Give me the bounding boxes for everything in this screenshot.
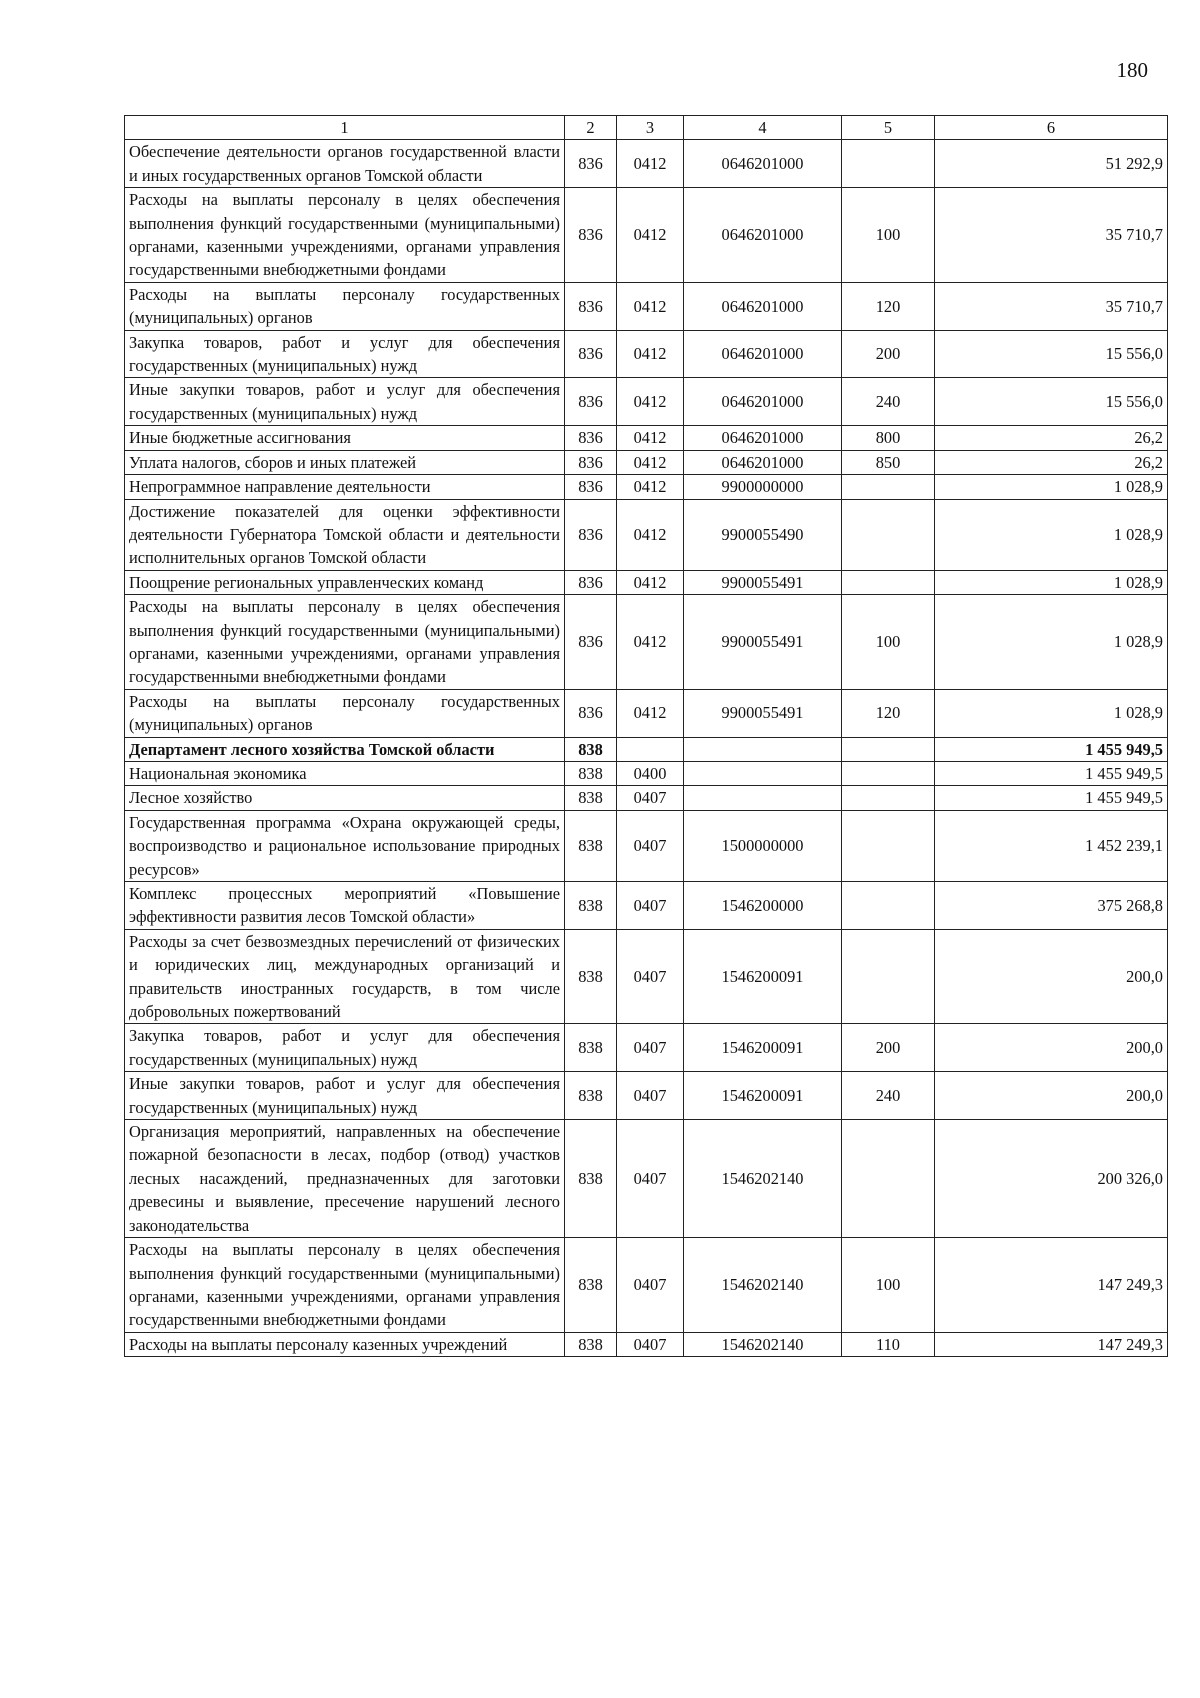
row-amount: 200,0 bbox=[935, 929, 1168, 1024]
row-target-article: 0646201000 bbox=[684, 140, 842, 188]
table-row bbox=[125, 1238, 1168, 1333]
table-row bbox=[125, 810, 1168, 881]
row-expense-type: 100 bbox=[842, 595, 935, 690]
row-section-code: 0412 bbox=[617, 378, 684, 426]
table-row bbox=[125, 1024, 1168, 1072]
table-row bbox=[125, 570, 1168, 594]
row-section-code: 0400 bbox=[617, 761, 684, 785]
row-amount: 1 028,9 bbox=[935, 689, 1168, 737]
row-name: Иные закупки товаров, работ и услуг для обеспечения государственных (муниципальных) нужд bbox=[125, 378, 565, 426]
row-grbs-code: 838 bbox=[565, 929, 617, 1024]
row-grbs-code: 838 bbox=[565, 761, 617, 785]
col-header-4: 4 bbox=[684, 116, 842, 140]
row-amount: 147 249,3 bbox=[935, 1238, 1168, 1333]
row-grbs-code: 836 bbox=[565, 282, 617, 330]
row-expense-type bbox=[842, 929, 935, 1024]
table-row bbox=[125, 426, 1168, 450]
row-name: Закупка товаров, работ и услуг для обеспечения государственных (муниципальных) нужд bbox=[125, 330, 565, 378]
row-expense-type: 100 bbox=[842, 188, 935, 283]
row-section-code: 0407 bbox=[617, 929, 684, 1024]
row-name: Расходы на выплаты персоналу государственных (муниципальных) органов bbox=[125, 689, 565, 737]
row-expense-type bbox=[842, 499, 935, 570]
row-amount: 200 326,0 bbox=[935, 1120, 1168, 1238]
row-grbs-code: 836 bbox=[565, 475, 617, 499]
row-section-code: 0412 bbox=[617, 689, 684, 737]
row-amount: 15 556,0 bbox=[935, 378, 1168, 426]
row-section-code: 0412 bbox=[617, 450, 684, 474]
row-section-code: 0412 bbox=[617, 595, 684, 690]
row-name: Расходы на выплаты персоналу в целях обеспечения выполнения функций государственными (муниципальными) органами, казенными учреждениями, органами управления государственными внебюджетными фондами bbox=[125, 595, 565, 690]
row-expense-type: 100 bbox=[842, 1238, 935, 1333]
row-grbs-code: 836 bbox=[565, 499, 617, 570]
row-amount: 26,2 bbox=[935, 426, 1168, 450]
row-section-code: 0407 bbox=[617, 1072, 684, 1120]
row-section-code: 0407 bbox=[617, 810, 684, 881]
row-section-code bbox=[617, 737, 684, 761]
row-target-article: 0646201000 bbox=[684, 330, 842, 378]
row-amount: 15 556,0 bbox=[935, 330, 1168, 378]
row-grbs-code: 838 bbox=[565, 1332, 617, 1356]
row-target-article: 1546202140 bbox=[684, 1332, 842, 1356]
row-name: Расходы на выплаты персоналу в целях обеспечения выполнения функций государственными (муниципальными) органами, казенными учреждениями, органами управления государственными внебюджетными фондами bbox=[125, 1238, 565, 1333]
row-target-article bbox=[684, 786, 842, 810]
row-expense-type bbox=[842, 140, 935, 188]
row-target-article: 1546200091 bbox=[684, 1024, 842, 1072]
budget-table bbox=[124, 115, 1168, 1357]
row-name: Расходы на выплаты персоналу государственных (муниципальных) органов bbox=[125, 282, 565, 330]
row-amount: 200,0 bbox=[935, 1072, 1168, 1120]
row-name: Комплекс процессных мероприятий «Повышение эффективности развития лесов Томской области» bbox=[125, 882, 565, 930]
row-expense-type bbox=[842, 761, 935, 785]
row-target-article: 9900000000 bbox=[684, 475, 842, 499]
row-target-article: 1546200000 bbox=[684, 882, 842, 930]
row-section-code: 0407 bbox=[617, 1332, 684, 1356]
row-amount: 35 710,7 bbox=[935, 282, 1168, 330]
row-expense-type: 240 bbox=[842, 378, 935, 426]
row-grbs-code: 836 bbox=[565, 188, 617, 283]
page-number: 180 bbox=[1116, 58, 1148, 82]
row-target-article: 0646201000 bbox=[684, 378, 842, 426]
table-row bbox=[125, 1072, 1168, 1120]
row-amount: 1 028,9 bbox=[935, 595, 1168, 690]
row-amount: 147 249,3 bbox=[935, 1332, 1168, 1356]
row-section-code: 0407 bbox=[617, 1120, 684, 1238]
row-grbs-code: 838 bbox=[565, 737, 617, 761]
row-section-code: 0412 bbox=[617, 140, 684, 188]
table-row bbox=[125, 188, 1168, 283]
row-section-code: 0412 bbox=[617, 475, 684, 499]
row-expense-type bbox=[842, 786, 935, 810]
table-row bbox=[125, 140, 1168, 188]
col-header-2: 2 bbox=[565, 116, 617, 140]
row-name: Достижение показателей для оценки эффективности деятельности Губернатора Томской области и деятельности исполнительных органов Томской области bbox=[125, 499, 565, 570]
table-body bbox=[125, 140, 1168, 1357]
row-grbs-code: 836 bbox=[565, 450, 617, 474]
col-header-5: 5 bbox=[842, 116, 935, 140]
table-row bbox=[125, 1332, 1168, 1356]
row-expense-type: 110 bbox=[842, 1332, 935, 1356]
row-section-code: 0412 bbox=[617, 426, 684, 450]
row-amount: 51 292,9 bbox=[935, 140, 1168, 188]
row-expense-type: 240 bbox=[842, 1072, 935, 1120]
row-grbs-code: 838 bbox=[565, 882, 617, 930]
row-section-code: 0407 bbox=[617, 1238, 684, 1333]
row-target-article: 9900055491 bbox=[684, 570, 842, 594]
row-expense-type bbox=[842, 1120, 935, 1238]
col-header-3: 3 bbox=[617, 116, 684, 140]
row-name: Закупка товаров, работ и услуг для обеспечения государственных (муниципальных) нужд bbox=[125, 1024, 565, 1072]
row-target-article: 0646201000 bbox=[684, 450, 842, 474]
row-grbs-code: 838 bbox=[565, 1120, 617, 1238]
row-amount: 26,2 bbox=[935, 450, 1168, 474]
table-row bbox=[125, 882, 1168, 930]
row-amount: 1 452 239,1 bbox=[935, 810, 1168, 881]
row-grbs-code: 836 bbox=[565, 570, 617, 594]
row-target-article bbox=[684, 761, 842, 785]
row-grbs-code: 836 bbox=[565, 595, 617, 690]
row-target-article: 0646201000 bbox=[684, 188, 842, 283]
row-amount: 1 028,9 bbox=[935, 570, 1168, 594]
row-amount: 35 710,7 bbox=[935, 188, 1168, 283]
table-row bbox=[125, 737, 1168, 761]
row-section-code: 0412 bbox=[617, 570, 684, 594]
row-name: Иные бюджетные ассигнования bbox=[125, 426, 565, 450]
row-target-article: 1546202140 bbox=[684, 1120, 842, 1238]
table-row bbox=[125, 689, 1168, 737]
row-target-article: 9900055490 bbox=[684, 499, 842, 570]
row-expense-type: 200 bbox=[842, 1024, 935, 1072]
row-section-code: 0407 bbox=[617, 882, 684, 930]
row-name: Уплата налогов, сборов и иных платежей bbox=[125, 450, 565, 474]
row-name: Расходы на выплаты персоналу казенных учреждений bbox=[125, 1332, 565, 1356]
row-amount: 1 455 949,5 bbox=[935, 761, 1168, 785]
col-header-6: 6 bbox=[935, 116, 1168, 140]
row-target-article bbox=[684, 737, 842, 761]
row-target-article: 9900055491 bbox=[684, 595, 842, 690]
row-section-code: 0412 bbox=[617, 188, 684, 283]
table-row bbox=[125, 595, 1168, 690]
row-section-code: 0412 bbox=[617, 330, 684, 378]
row-amount: 1 028,9 bbox=[935, 475, 1168, 499]
row-expense-type bbox=[842, 570, 935, 594]
table-row bbox=[125, 450, 1168, 474]
row-grbs-code: 836 bbox=[565, 689, 617, 737]
table-row bbox=[125, 282, 1168, 330]
table-row bbox=[125, 378, 1168, 426]
table-row bbox=[125, 475, 1168, 499]
row-expense-type: 200 bbox=[842, 330, 935, 378]
row-grbs-code: 838 bbox=[565, 1024, 617, 1072]
row-target-article: 1500000000 bbox=[684, 810, 842, 881]
row-name: Расходы за счет безвозмездных перечислений от физических и юридических лиц, международных организаций и правительств иностранных государств, в том числе добровольных пожертвований bbox=[125, 929, 565, 1024]
table-row bbox=[125, 929, 1168, 1024]
row-name: Национальная экономика bbox=[125, 761, 565, 785]
table-row bbox=[125, 786, 1168, 810]
row-amount: 375 268,8 bbox=[935, 882, 1168, 930]
row-expense-type bbox=[842, 810, 935, 881]
row-section-code: 0407 bbox=[617, 786, 684, 810]
row-grbs-code: 836 bbox=[565, 140, 617, 188]
table-row bbox=[125, 761, 1168, 785]
row-amount: 1 455 949,5 bbox=[935, 737, 1168, 761]
row-name: Государственная программа «Охрана окружающей среды, воспроизводство и рациональное использование природных ресурсов» bbox=[125, 810, 565, 881]
row-target-article: 0646201000 bbox=[684, 426, 842, 450]
row-grbs-code: 836 bbox=[565, 378, 617, 426]
table-row bbox=[125, 499, 1168, 570]
table-row bbox=[125, 330, 1168, 378]
row-target-article: 9900055491 bbox=[684, 689, 842, 737]
row-target-article: 1546202140 bbox=[684, 1238, 842, 1333]
row-name: Лесное хозяйство bbox=[125, 786, 565, 810]
row-target-article: 1546200091 bbox=[684, 929, 842, 1024]
row-expense-type bbox=[842, 882, 935, 930]
row-amount: 200,0 bbox=[935, 1024, 1168, 1072]
row-amount: 1 455 949,5 bbox=[935, 786, 1168, 810]
row-name: Департамент лесного хозяйства Томской области bbox=[125, 737, 565, 761]
row-expense-type: 850 bbox=[842, 450, 935, 474]
row-expense-type: 120 bbox=[842, 282, 935, 330]
row-expense-type bbox=[842, 737, 935, 761]
row-expense-type: 120 bbox=[842, 689, 935, 737]
row-target-article: 0646201000 bbox=[684, 282, 842, 330]
row-name: Расходы на выплаты персоналу в целях обеспечения выполнения функций государственными (муниципальными) органами, казенными учреждениями, органами управления государственными внебюджетными фондами bbox=[125, 188, 565, 283]
row-name: Иные закупки товаров, работ и услуг для обеспечения государственных (муниципальных) нужд bbox=[125, 1072, 565, 1120]
row-name: Непрограммное направление деятельности bbox=[125, 475, 565, 499]
row-expense-type bbox=[842, 475, 935, 499]
row-grbs-code: 836 bbox=[565, 426, 617, 450]
row-section-code: 0407 bbox=[617, 1024, 684, 1072]
row-name: Поощрение региональных управленческих команд bbox=[125, 570, 565, 594]
row-grbs-code: 838 bbox=[565, 786, 617, 810]
row-grbs-code: 836 bbox=[565, 330, 617, 378]
row-grbs-code: 838 bbox=[565, 1238, 617, 1333]
row-name: Обеспечение деятельности органов государственной власти и иных государственных органов Томской области bbox=[125, 140, 565, 188]
row-grbs-code: 838 bbox=[565, 810, 617, 881]
row-target-article: 1546200091 bbox=[684, 1072, 842, 1120]
row-section-code: 0412 bbox=[617, 282, 684, 330]
row-grbs-code: 838 bbox=[565, 1072, 617, 1120]
col-header-1: 1 bbox=[125, 116, 565, 140]
row-amount: 1 028,9 bbox=[935, 499, 1168, 570]
row-expense-type: 800 bbox=[842, 426, 935, 450]
table-row bbox=[125, 1120, 1168, 1238]
row-section-code: 0412 bbox=[617, 499, 684, 570]
row-name: Организация мероприятий, направленных на обеспечение пожарной безопасности в лесах, подбор (отвод) участков лесных насаждений, предназначенных для заготовки древесины и выявление, пресечение нарушений лесного законодательства bbox=[125, 1120, 565, 1238]
header-row bbox=[125, 116, 1168, 140]
